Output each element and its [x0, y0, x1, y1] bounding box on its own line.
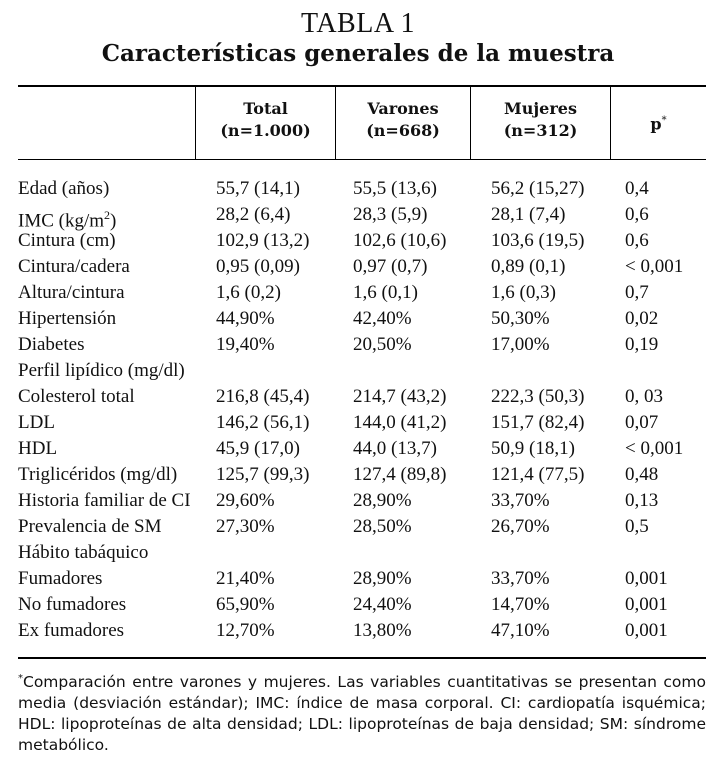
cell-p: 0,001	[625, 594, 668, 615]
bottom-rule	[18, 657, 706, 659]
cell-p: 0,02	[625, 308, 659, 329]
top-rule	[18, 85, 706, 87]
table-row	[0, 592, 716, 618]
cell-total: 125,7 (99,3)	[216, 464, 310, 485]
row-label-superscript: 2	[104, 208, 111, 222]
cell-p: 0,13	[625, 490, 659, 511]
cell-mujeres: 0,89 (0,1)	[491, 256, 566, 277]
cell-p: 0,6	[625, 204, 649, 225]
cell-varones: 0,97 (0,7)	[353, 256, 428, 277]
row-label	[18, 436, 57, 462]
row-label-text: Prevalencia de SM	[18, 516, 162, 537]
header-varones	[336, 98, 470, 142]
row-label	[18, 306, 116, 332]
cell-p: < 0,001	[625, 438, 684, 459]
cell-total: 28,2 (6,4)	[216, 204, 291, 225]
header-mujeres-count: (n=312)	[503, 121, 578, 140]
row-label	[18, 228, 116, 254]
cell-total: 55,7 (14,1)	[216, 178, 300, 199]
row-label-text: Historia familiar de CI	[18, 490, 191, 511]
row-label	[18, 384, 135, 410]
cell-total: 21,40%	[216, 568, 275, 589]
cell-total: 1,6 (0,2)	[216, 282, 281, 303]
header-p-label: p	[650, 114, 662, 134]
header-total-label: Total	[243, 99, 288, 118]
cell-mujeres: 151,7 (82,4)	[491, 412, 585, 433]
cell-varones: 42,40%	[353, 308, 412, 329]
row-label	[18, 540, 148, 566]
cell-mujeres: 222,3 (50,3)	[491, 386, 585, 407]
cell-mujeres: 47,10%	[491, 620, 550, 641]
row-label-text: No fumadores	[18, 594, 127, 615]
table-row	[0, 254, 716, 280]
table-row	[0, 618, 716, 644]
cell-varones: 28,3 (5,9)	[353, 204, 428, 225]
table-row	[0, 306, 716, 332]
table-caption: Características generales de la muestra	[101, 40, 615, 67]
table-row	[0, 436, 716, 462]
row-label-text: Triglicéridos (mg/dl)	[18, 464, 178, 485]
row-label-text: HDL	[18, 438, 58, 459]
row-label-text: Cintura/cadera	[18, 256, 130, 277]
row-label	[18, 514, 162, 540]
cell-varones: 144,0 (41,2)	[353, 412, 447, 433]
row-label-tail: )	[110, 210, 117, 232]
row-label-text: LDL	[18, 412, 55, 433]
cell-mujeres: 50,9 (18,1)	[491, 438, 575, 459]
cell-total: 19,40%	[216, 334, 275, 355]
header-total	[196, 98, 335, 142]
row-label-text: Cintura (cm)	[18, 230, 116, 251]
cell-total: 0,95 (0,09)	[216, 256, 300, 277]
row-label-text: Fumadores	[18, 568, 103, 589]
row-label	[18, 462, 177, 488]
cell-mujeres: 121,4 (77,5)	[491, 464, 585, 485]
header-p	[611, 110, 706, 135]
footnote	[18, 668, 706, 756]
cell-varones: 127,4 (89,8)	[353, 464, 447, 485]
row-label	[18, 410, 55, 436]
cell-p: 0,001	[625, 568, 668, 589]
cell-mujeres: 17,00%	[491, 334, 550, 355]
cell-varones: 20,50%	[353, 334, 412, 355]
cell-total: 29,60%	[216, 490, 275, 511]
cell-p: 0,7	[625, 282, 649, 303]
table-row	[0, 202, 716, 232]
cell-total: 65,90%	[216, 594, 275, 615]
cell-mujeres: 1,6 (0,3)	[491, 282, 556, 303]
cell-mujeres: 14,70%	[491, 594, 550, 615]
cell-varones: 55,5 (13,6)	[353, 178, 437, 199]
cell-total: 27,30%	[216, 516, 275, 537]
table-row	[0, 488, 716, 514]
cell-p: 0,001	[625, 620, 668, 641]
row-label-text: Perfil lipídico (mg/dl)	[18, 360, 185, 381]
cell-varones: 102,6 (10,6)	[353, 230, 447, 251]
cell-varones: 13,80%	[353, 620, 412, 641]
cell-mujeres: 50,30%	[491, 308, 550, 329]
table-row	[0, 514, 716, 540]
cell-varones: 44,0 (13,7)	[353, 438, 437, 459]
row-label	[18, 592, 126, 618]
row-label	[18, 618, 124, 644]
row-label-text: Ex fumadores	[18, 620, 125, 641]
cell-p: 0, 03	[625, 386, 663, 407]
cell-total: 102,9 (13,2)	[216, 230, 310, 251]
table-number: TABLA 1	[300, 8, 416, 39]
row-label-text: Altura/cintura	[18, 282, 125, 303]
row-label	[18, 358, 185, 384]
row-label	[18, 566, 102, 592]
cell-p: 0,48	[625, 464, 659, 485]
cell-p: 0,6	[625, 230, 649, 251]
table-row	[0, 228, 716, 254]
cell-varones: 214,7 (43,2)	[353, 386, 447, 407]
header-rule	[18, 159, 706, 160]
table-row	[0, 280, 716, 306]
header-varones-label: Varones	[367, 99, 439, 118]
cell-varones: 28,90%	[353, 568, 412, 589]
footnote-mark: *	[18, 673, 23, 684]
table-row	[0, 384, 716, 410]
cell-p: 0,5	[625, 516, 649, 537]
header-mujeres	[471, 98, 610, 142]
row-label	[18, 280, 125, 306]
cell-total: 45,9 (17,0)	[216, 438, 300, 459]
cell-p: 0,19	[625, 334, 659, 355]
table-row	[0, 410, 716, 436]
cell-mujeres: 56,2 (15,27)	[491, 178, 585, 199]
cell-varones: 1,6 (0,1)	[353, 282, 418, 303]
cell-mujeres: 103,6 (19,5)	[491, 230, 585, 251]
header-varones-count: (n=668)	[366, 121, 440, 140]
cell-mujeres: 33,70%	[491, 490, 550, 511]
cell-varones: 24,40%	[353, 594, 412, 615]
cell-mujeres: 28,1 (7,4)	[491, 204, 566, 225]
row-label	[18, 254, 130, 280]
table-row	[0, 176, 716, 202]
row-label-text: Hipertensión	[18, 308, 117, 329]
table-row	[0, 462, 716, 488]
table-row	[0, 566, 716, 592]
row-label	[18, 488, 191, 514]
cell-mujeres: 33,70%	[491, 568, 550, 589]
row-label-text: Colesterol total	[18, 386, 135, 407]
cell-varones: 28,90%	[353, 490, 412, 511]
row-label-text: Hábito tabáquico	[18, 542, 149, 563]
table-row	[0, 358, 716, 384]
header-mujeres-label: Mujeres	[504, 99, 577, 118]
cell-p: 0,4	[625, 178, 649, 199]
cell-varones: 28,50%	[353, 516, 412, 537]
cell-total: 44,90%	[216, 308, 275, 329]
table-row	[0, 540, 716, 566]
cell-p: 0,07	[625, 412, 659, 433]
table-row	[0, 332, 716, 358]
row-label-text: Edad (años)	[18, 178, 110, 199]
row-label-text: IMC (kg/m	[18, 210, 105, 232]
header-p-mark: *	[661, 115, 667, 126]
row-label-text: Diabetes	[18, 334, 85, 355]
row-label	[18, 176, 109, 202]
cell-p: < 0,001	[625, 256, 684, 277]
footnote-text: Comparación entre varones y mujeres. Las variables cuantitativas se presentan como media (desviación estándar); IMC: índice de masa corporal. CI: cardiopatía isquémica; HDL: lipoproteínas de alta densidad; LDL: lipoproteínas de baja densidad; SM: síndrome metabólico.	[18, 673, 706, 755]
cell-total: 12,70%	[216, 620, 275, 641]
cell-total: 146,2 (56,1)	[216, 412, 310, 433]
cell-mujeres: 26,70%	[491, 516, 550, 537]
header-total-count: (n=1.000)	[220, 121, 311, 140]
cell-total: 216,8 (45,4)	[216, 386, 310, 407]
row-label	[18, 332, 84, 358]
